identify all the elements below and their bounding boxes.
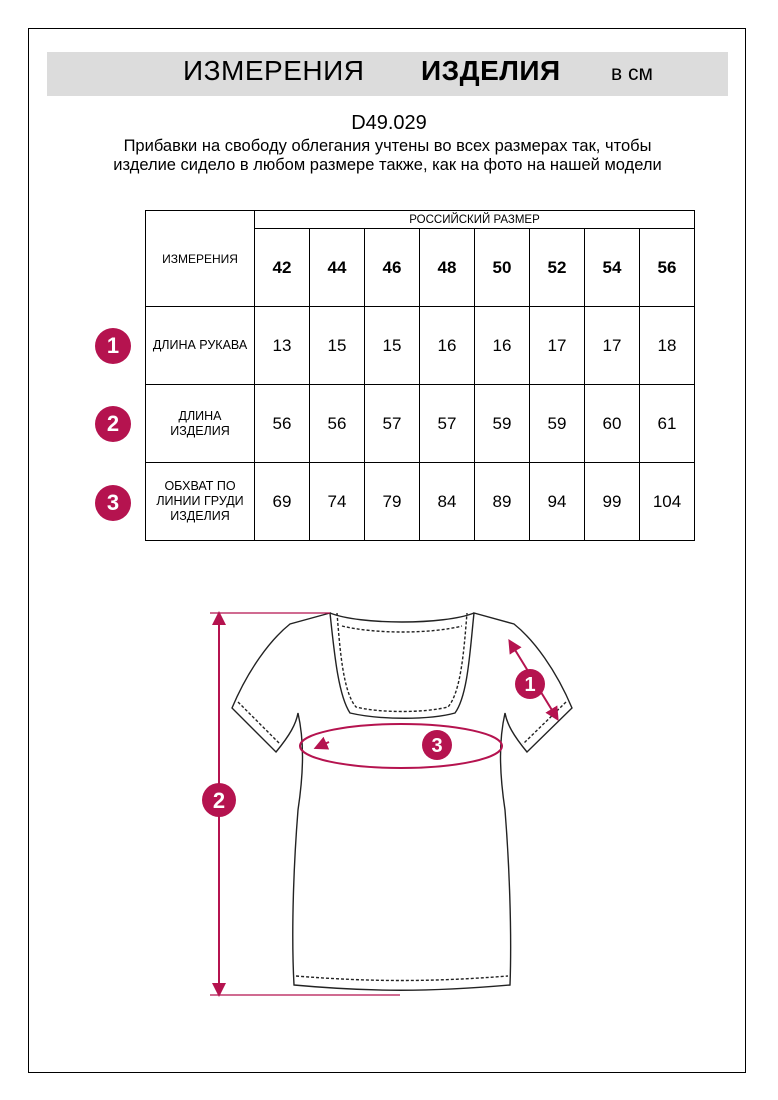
table-cell: 13 (255, 307, 310, 385)
tshirt-outline (232, 613, 572, 990)
table-cell: 60 (585, 385, 640, 463)
diagram-marker-1 (515, 669, 545, 699)
fit-note: Прибавки на свободу облегания учтены во всех размерах так, чтобы изделие сидело в любом размере также, как на фото на нашей модели (113, 137, 662, 174)
size-header: 50 (475, 229, 530, 307)
size-header: 42 (255, 229, 310, 307)
title-units: в см (611, 62, 653, 85)
table-cell: 16 (475, 307, 530, 385)
table-row (146, 385, 695, 463)
row-number-badge: 3 (95, 485, 131, 521)
size-header: 46 (365, 229, 420, 307)
row-label-sleeve-length: ДЛИНА РУКАВА (146, 307, 255, 385)
table-cell: 104 (640, 463, 695, 541)
table-cell: 17 (585, 307, 640, 385)
table-cell: 15 (365, 307, 420, 385)
table-row (146, 463, 695, 541)
svg-text:2: 2 (212, 788, 226, 813)
diagram-marker-2 (202, 783, 236, 817)
table-cell: 99 (585, 463, 640, 541)
table-cell: 94 (530, 463, 585, 541)
size-header: 48 (420, 229, 475, 307)
table-cell: 74 (310, 463, 365, 541)
size-header: 54 (585, 229, 640, 307)
row-number-badge: 1 (95, 328, 131, 364)
diagram-marker-3 (422, 730, 452, 760)
row-number-badge: 2 (95, 406, 131, 442)
table-cell: 79 (365, 463, 420, 541)
table-cell: 61 (640, 385, 695, 463)
svg-text:1: 1 (524, 674, 536, 696)
table-cell: 15 (310, 307, 365, 385)
tshirt-measurement-diagram (0, 590, 778, 1010)
row-label-chest-girth: ОБХВАТ ПО ЛИНИИ ГРУДИ ИЗДЕЛИЯ (146, 463, 255, 541)
table-cell: 56 (255, 385, 310, 463)
size-header: 52 (530, 229, 585, 307)
table-cell: 57 (365, 385, 420, 463)
title-measurements: ИЗМЕРЕНИЯ (183, 55, 365, 86)
table-cell: 84 (420, 463, 475, 541)
product-code: D49.029 (351, 112, 427, 134)
size-header: 56 (640, 229, 695, 307)
table-row (146, 307, 695, 385)
row-label-product-length: ДЛИНА ИЗДЕЛИЯ (146, 385, 255, 463)
table-cell: 59 (475, 385, 530, 463)
table-cell: 69 (255, 463, 310, 541)
table-cell: 56 (310, 385, 365, 463)
table-cell: 18 (640, 307, 695, 385)
table-cell: 17 (530, 307, 585, 385)
size-group-header: РОССИЙСКИЙ РАЗМЕР (255, 211, 695, 229)
table-cell: 89 (475, 463, 530, 541)
size-table (145, 210, 695, 541)
measure-header: ИЗМЕРЕНИЯ (146, 211, 255, 307)
table-cell: 59 (530, 385, 585, 463)
title-product: ИЗДЕЛИЯ (421, 55, 561, 86)
size-header: 44 (310, 229, 365, 307)
svg-text:3: 3 (431, 735, 443, 757)
table-cell: 57 (420, 385, 475, 463)
table-cell: 16 (420, 307, 475, 385)
